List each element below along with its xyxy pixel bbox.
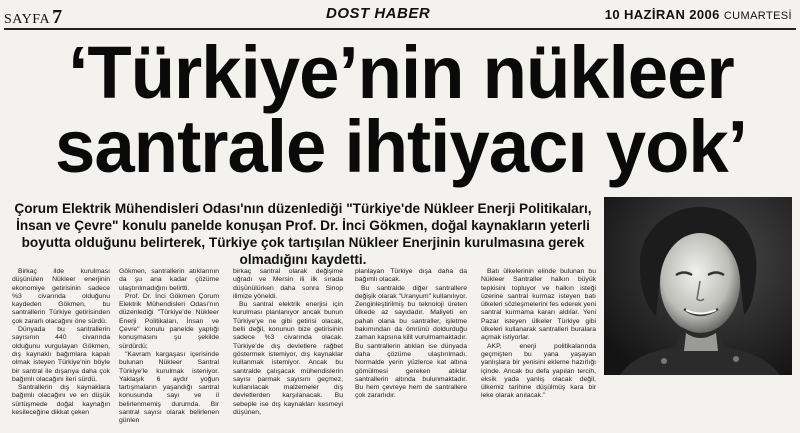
page-header	[4, 2, 796, 30]
column-2-paragraph-2: Prof. Dr. İnci Gökmen Çorum Elektrik Mühendisleri Odası'nın düzenlediği "Türkiye'de Nükleer Enerji Politikaları, İnsan ve Çevre" konulu panelde yaptığı konuşmasını şu şekilde sürdürdü;	[119, 292, 219, 350]
column-5-paragraph-2: AKP, enerji politikalarında geçmişten bu yana yaşayan yanlışlara bir yenisini ekleme hazırlığı içinde. Ancak bu defa yapılan tercih, eksik yada yanlış olacak değil, ülkemiz tarihine düşülmüş kara bir leke olarak anılacak."	[481, 342, 596, 400]
column-5-paragraph-1: Batı ülkelerinin elinde bulunan bu Nükleer Santraller halkın büyük tepkisini topluyor ve halkın isteği üzerine santral kurmaz isteyen batı ülkeleri sözleşmelerini fes ederek yeni santral kurmama kararı aldılar. Yeni Pazar isteyen ülkeler Türkiye gibi ülkeleri kullanarak santralleri buralara açmak istiyorlar.	[481, 268, 596, 342]
article-column-1	[12, 268, 110, 417]
headline	[20, 31, 782, 188]
issue-weekday: CUMARTESİ	[723, 10, 792, 22]
column-4-paragraph-1: planlayan Türkiye dışa daha da bağımlı olacak.	[355, 268, 467, 284]
article-deck: Çorum Elektrik Mühendisleri Odası'nın düzenlediği "Türkiye'de Nükleer Enerji Politikaları, İnsan ve Çevre" konulu panelde konuşan Prof. Dr. İnci Gökmen, doğal kaynakların yeterli boyutta olduğunu belirterek, Türkiye çok tartışılan Nükleer Enerjinin kurulmasına gerek olmadığını kaydetti.	[14, 201, 592, 267]
page-number-value: 7	[52, 6, 63, 28]
article-column-4	[355, 268, 467, 401]
column-4-paragraph-2: Bu santralde diğer santrallere değişik olarak "Uranyum" kullanılıyor. Zenginleştirilmiş bu teknoloji üreten ülkede az sayıdadır. Maliyeti en pahalı olana bu santraller, işletme bakımından da ömrünü doldurduğu zaman kapsına kilit vurulmamaktadır. Bu santrallerin atıkları ise dünyada daha çözüme ulaştırılmadı. Normalde yerin yüzlerce kat altına gömülmesi gereken atıklar santrallerin altında bulunmaktadır. Bu hem çevreye hem de santrallere çok zararlıdır.	[355, 284, 467, 400]
column-3-paragraph-1: birkaç santral olarak değişime uğradı ve Mersin ili ilk sırada düşünülürken daha sonra Sinop ilimize yöneldi.	[233, 268, 343, 300]
page-number	[4, 6, 63, 29]
paper-name: DOST HABER	[326, 5, 431, 22]
column-1-paragraph-1: Birkaç ilde kurulması düşünülen Nükleer enerjinin ekonomiye getirisinin sadece %3 civarında olduğunu kaydeden Gökmen, bu santrallerin Türkiye getirisinden çok zararlı olacağını öne sürdü.	[12, 268, 110, 325]
article-column-2	[119, 268, 219, 426]
page-label: SAYFA	[4, 12, 51, 27]
column-1-paragraph-3: Santrallerin dış kaynaklara bağımlı olacağını ve en düşük sürtüşmede doğal kaynağın kesileceğine dikkat çeken	[12, 384, 110, 417]
column-1-paragraph-2: Dünyada bu santrallerin sayısının 440 civarında olduğunu vurgulayan Gökmen, dış kaynaklı bağımlara kapalı olmak isteyen Türkiye'nin böyle bir santral ile dışarıya daha çok bağımlı olacağını ileri sürdü.	[12, 326, 110, 383]
headline-line-1: ‘Türkiye’nin nükleer	[68, 31, 734, 114]
article-column-3	[233, 268, 343, 417]
portrait-photo	[604, 197, 792, 375]
column-3-paragraph-2: Bu santral elektrik enerjisi için kurulması planlanıyor ancak bunun Türkiye'ye ne gibi getirisi olacak, belli değil, konunun bize getirisinin sadece %3 civarında olacak. Türkiye'de dış devletlere rağbet göstermek istemiyor, dış kaynaklar kullanmak istemiyor. Ancak bu santralde çalışacak mühendislerin sayısı parmak sayısını geçmez, kullanılacak malzemeler dış devletlerden karşılanacak. Bu sebeple ise dış kaynakları kesmeyi düşünen,	[233, 301, 343, 417]
article-column-5	[481, 268, 596, 401]
column-2-paragraph-3: "Kavram kargaşası içerisinde bulunan Nükleer Santral Türkiye'le kurulmak isteniyor. Yaklaşık 6 aydır yoğun tartışmaların yaşandığı santral konusunda sayı ve il belirlenmemiş durumda. Bir santral sayısı olarak belirlenen günlen	[119, 350, 219, 425]
issue-date-value: 10 HAZİRAN 2006	[604, 7, 720, 22]
headline-line-2: santrale ihtiyacı yok’	[55, 105, 747, 188]
portrait-image	[604, 197, 792, 375]
issue-date	[605, 7, 792, 22]
column-2-paragraph-1: Gökmen, santrallerin atıklarının da şu ana kadar çözüme ulaştırılmadığını belirtti.	[119, 268, 219, 292]
